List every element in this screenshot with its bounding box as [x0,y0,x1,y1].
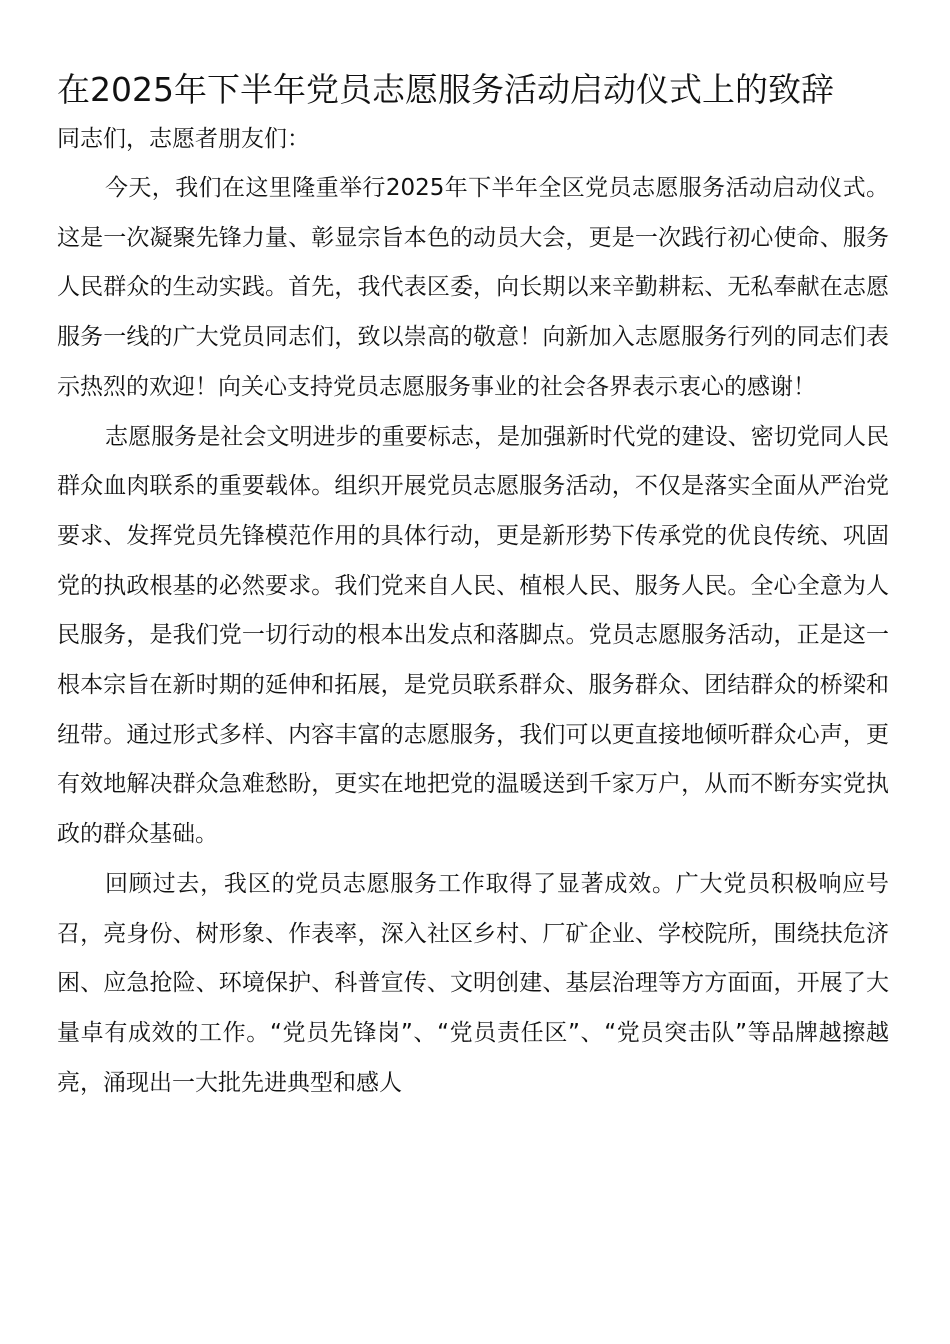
paragraph-2: 志愿服务是社会文明进步的重要标志，是加强新时代党的建设、密切党同人民群众血肉联系的重要载体。组织开展党员志愿服务活动，不仅是落实全面从严治党要求、发挥党员先锋模范作用的具体行动，更是新形势下传承党的优良传统、巩固党的执政根基的必然要求。我们党来自人民、植根人民、服务人民。全心全意为人民服务，是我们党一切行动的根本出发点和落脚点。党员志愿服务活动，正是这一根本宗旨在新时期的延伸和拓展，是党员联系群众、服务群众、团结群众的桥梁和纽带。通过形式多样、内容丰富的志愿服务，我们可以更直接地倾听群众心声，更有效地解决群众急难愁盼，更实在地把党的温暖送到千家万户，从而不断夯实党执政的群众基础。 [57,423,889,848]
salutation: 同志们，志愿者朋友们： [57,126,310,152]
paragraph-1: 今天，我们在这里隆重举行2025年下半年全区党员志愿服务活动启动仪式。这是一次凝聚先锋力量、彰显宗旨本色的动员大会，更是一次践行初心使命、服务人民群众的生动实践。首先，我代表区委，向长期以来辛勤耕耘、无私奉献在志愿服务一线的广大党员同志们，致以崇高的敬意！向新加入志愿服务行列的同志们表示热烈的欢迎！向关心支持党员志愿服务事业的社会各界表示衷心的感谢！ [57,175,889,400]
document-title: 在2025年下半年党员志愿服务活动启动仪式上的致辞 [57,70,834,109]
paragraph-3: 回顾过去，我区的党员志愿服务工作取得了显著成效。广大党员积极响应号召，亮身份、树形象、作表率，深入社区乡村、厂矿企业、学校院所，围绕扶危济困、应急抢险、环境保护、科普宣传、文明创建、基层治理等方方面面，开展了大量卓有成效的工作。“党员先锋岗”、“党员责任区”、“党员突击队”等品牌越擦越亮，涌现出一大批先进典型和感人 [57,870,889,1096]
document-page [57,66,889,1108]
